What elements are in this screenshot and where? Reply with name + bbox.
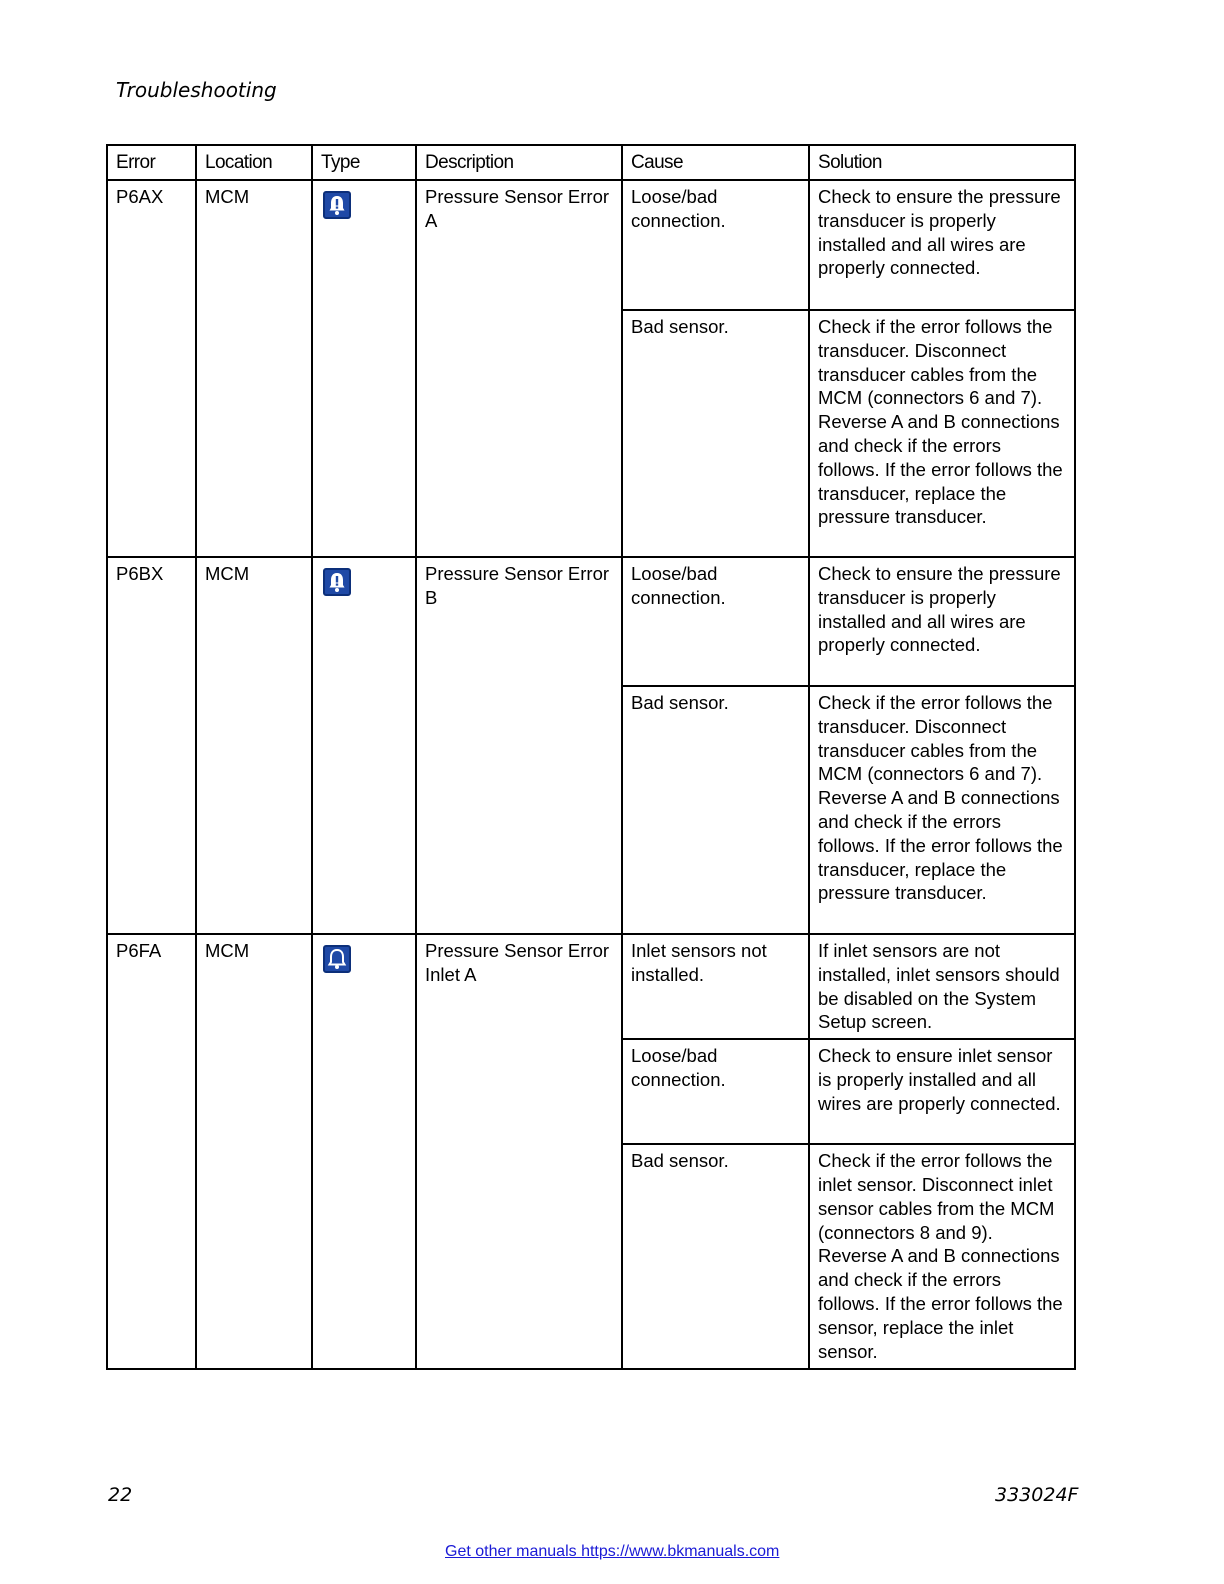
cause-text: Loose/bad connection. <box>622 180 809 310</box>
cause-text: Bad sensor. <box>622 310 809 557</box>
error-location: MCM <box>196 557 312 934</box>
table-row <box>107 934 1075 1039</box>
solution-text: Check if the error follows the transducer. Disconnect transducer cables from the MCM (connectors 6 and 7). Reverse A and B connections and check if the errors follows. If the error follows the transducer, replace the pressure transducer. <box>809 310 1075 557</box>
cause-text: Loose/bad connection. <box>622 1039 809 1144</box>
table-row <box>107 557 1075 686</box>
solution-text: Check to ensure the pressure transducer is properly installed and all wires are properly connected. <box>809 180 1075 310</box>
header-solution: Solution <box>809 145 1075 180</box>
type-cell <box>312 180 416 557</box>
header-location: Location <box>196 145 312 180</box>
alarm-icon <box>323 568 351 596</box>
type-cell <box>312 934 416 1369</box>
table-row <box>107 180 1075 310</box>
error-code: P6BX <box>107 557 196 934</box>
solution-text: Check to ensure inlet sensor is properly installed and all wires are properly connected. <box>809 1039 1075 1144</box>
header-cause: Cause <box>622 145 809 180</box>
error-description: Pressure Sensor Error B <box>416 557 622 934</box>
error-description: Pressure Sensor Error A <box>416 180 622 557</box>
error-description: Pressure Sensor Error Inlet A <box>416 934 622 1369</box>
cause-text: Inlet sensors not installed. <box>622 934 809 1039</box>
alarm-icon <box>323 191 351 219</box>
section-title: Troubleshooting <box>116 78 277 102</box>
table-header-row <box>107 145 1075 180</box>
cause-text: Bad sensor. <box>622 1144 809 1369</box>
cause-text: Bad sensor. <box>622 686 809 934</box>
manuals-link[interactable]: Get other manuals https://www.bkmanuals.com <box>445 1543 780 1560</box>
solution-text: Check to ensure the pressure transducer is properly installed and all wires are properly connected. <box>809 557 1075 686</box>
header-type: Type <box>312 145 416 180</box>
error-code: P6FA <box>107 934 196 1369</box>
error-location: MCM <box>196 180 312 557</box>
error-location: MCM <box>196 934 312 1369</box>
cause-text: Loose/bad connection. <box>622 557 809 686</box>
error-code: P6AX <box>107 180 196 557</box>
solution-text: Check if the error follows the transducer. Disconnect transducer cables from the MCM (connectors 6 and 7). Reverse A and B connections and check if the errors follows. If the error follows the transducer, replace the pressure transducer. <box>809 686 1075 934</box>
advisory-icon <box>323 945 351 973</box>
header-description: Description <box>416 145 622 180</box>
solution-text: If inlet sensors are not installed, inlet sensors should be disabled on the System Setup screen. <box>809 934 1075 1039</box>
page-number: 22 <box>108 1484 133 1506</box>
troubleshooting-table <box>106 144 1076 1370</box>
solution-text: Check if the error follows the inlet sensor. Disconnect inlet sensor cables from the MCM (connectors 8 and 9). Reverse A and B connections and check if the errors follows. If the error follows the sensor, replace the inlet sensor. <box>809 1144 1075 1369</box>
type-cell <box>312 557 416 934</box>
header-error: Error <box>107 145 196 180</box>
document-number: 333024F <box>995 1484 1079 1506</box>
